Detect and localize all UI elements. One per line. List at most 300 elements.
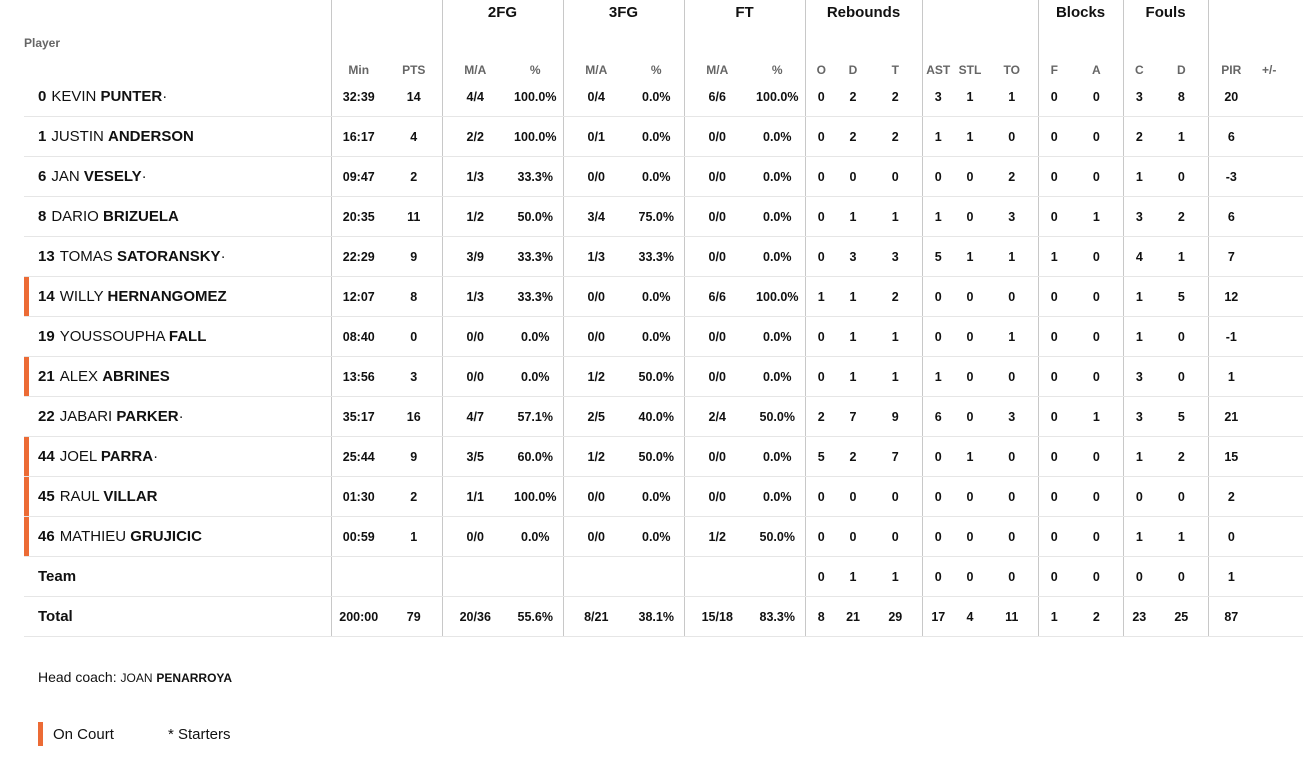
stat-ft-ma: 0/0 xyxy=(684,437,750,477)
stat-fg3-ma: 0/0 xyxy=(563,477,629,517)
player-name-cell[interactable] xyxy=(24,157,331,197)
stat-blk-a: 0 xyxy=(1070,277,1123,317)
stat-pir: 7 xyxy=(1208,237,1254,277)
stat-stl: 0 xyxy=(954,357,986,397)
player-last-name: VILLAR xyxy=(103,488,158,505)
on-court-marker-icon xyxy=(24,517,29,556)
stat-stl: 0 xyxy=(954,157,986,197)
stat-blk-a: 2 xyxy=(1070,597,1123,637)
stat-foul-c: 1 xyxy=(1123,317,1155,357)
column-header-ft-pct[interactable]: % xyxy=(771,63,783,77)
player-row[interactable] xyxy=(24,397,1303,437)
stat-ast: 1 xyxy=(922,357,954,397)
stat-reb-t: 2 xyxy=(869,77,922,117)
stat-fg3-ma: 1/3 xyxy=(563,237,629,277)
stat-to: 0 xyxy=(986,357,1038,397)
group-header-player xyxy=(24,0,331,24)
stat-fg3-ma: 0/1 xyxy=(563,117,629,157)
player-name-cell[interactable] xyxy=(24,517,331,557)
group-header-row xyxy=(24,0,1303,24)
stat-foul-d: 1 xyxy=(1155,237,1208,277)
stat-reb-o: 0 xyxy=(805,197,837,237)
stat-pts xyxy=(386,557,442,597)
column-header-min[interactable]: Min xyxy=(331,24,386,77)
stat-reb-d: 0 xyxy=(837,517,869,557)
stat-stl: 0 xyxy=(954,477,986,517)
player-row[interactable] xyxy=(24,197,1303,237)
stat-reb-d: 21 xyxy=(837,597,869,637)
player-name-cell[interactable] xyxy=(24,437,331,477)
player-first-name: RAUL xyxy=(59,488,100,505)
stat-blk-f: 0 xyxy=(1038,157,1070,197)
player-name-cell[interactable] xyxy=(24,397,331,437)
column-header-foul-d[interactable]: D xyxy=(1176,63,1186,77)
stat-min: 12:07 xyxy=(331,277,386,317)
stat-foul-d: 0 xyxy=(1155,477,1208,517)
player-name-cell[interactable] xyxy=(24,117,331,157)
player-name-cell[interactable] xyxy=(24,197,331,237)
player-first-name: JUSTIN xyxy=(51,128,104,145)
stat-ft-pct: 0.0% xyxy=(750,197,805,237)
player-row[interactable] xyxy=(24,237,1303,277)
total-row xyxy=(24,597,1303,637)
stat-min: 35:17 xyxy=(331,397,386,437)
player-row[interactable] xyxy=(24,77,1303,117)
stat-fg3-ma: 0/0 xyxy=(563,157,629,197)
stat-ast: 0 xyxy=(922,557,954,597)
stat-ast: 5 xyxy=(922,237,954,277)
stat-pts: 0 xyxy=(386,317,442,357)
stat-fg2-pct: 60.0% xyxy=(508,437,563,477)
stat-reb-o: 1 xyxy=(805,277,837,317)
stat-ast: 0 xyxy=(922,317,954,357)
stat-fg2-pct: 100.0% xyxy=(508,477,563,517)
stat-fg2-ma: 4/7 xyxy=(442,397,508,437)
stat-plusminus xyxy=(1254,517,1303,557)
stat-blk-a: 0 xyxy=(1070,557,1123,597)
stat-reb-o: 0 xyxy=(805,477,837,517)
stat-plusminus xyxy=(1254,477,1303,517)
starter-mark: · xyxy=(178,408,184,425)
stat-stl: 0 xyxy=(954,557,986,597)
player-name-cell[interactable] xyxy=(24,477,331,517)
on-court-marker-icon xyxy=(24,277,29,316)
stat-foul-c: 0 xyxy=(1123,557,1155,597)
player-row[interactable] xyxy=(24,277,1303,317)
stat-reb-t: 9 xyxy=(869,397,922,437)
stat-fg2-ma: 3/9 xyxy=(442,237,508,277)
stat-foul-c: 2 xyxy=(1123,117,1155,157)
stat-fg3-ma: 1/2 xyxy=(563,437,629,477)
stat-fg3-pct xyxy=(629,557,684,597)
stat-reb-d: 2 xyxy=(837,77,869,117)
stat-fg2-ma: 1/1 xyxy=(442,477,508,517)
stat-reb-o: 0 xyxy=(805,517,837,557)
stat-ft-ma: 0/0 xyxy=(684,157,750,197)
player-first-name: JABARI xyxy=(59,408,113,425)
stat-fg3-pct: 75.0% xyxy=(629,197,684,237)
stat-blk-f: 1 xyxy=(1038,597,1070,637)
stat-fg3-ma: 0/0 xyxy=(563,277,629,317)
player-last-name: VESELY xyxy=(83,168,142,185)
stat-blk-f: 0 xyxy=(1038,477,1070,517)
column-header-blk-f[interactable]: F xyxy=(1038,24,1070,77)
stat-min: 09:47 xyxy=(331,157,386,197)
player-first-name: JAN xyxy=(51,168,80,185)
stat-fg2-pct: 55.6% xyxy=(508,597,563,637)
group-header-rebounds: Rebounds xyxy=(805,0,922,24)
stat-stl: 1 xyxy=(954,437,986,477)
team-label: Team xyxy=(24,557,331,597)
stat-fg3-pct: 50.0% xyxy=(629,357,684,397)
stat-foul-c: 1 xyxy=(1123,437,1155,477)
column-header-stl[interactable]: STL xyxy=(958,63,982,77)
stat-ft-pct: 83.3% xyxy=(750,597,805,637)
stat-to: 3 xyxy=(986,397,1038,437)
stat-stl: 4 xyxy=(954,597,986,637)
player-last-name: SATORANSKY xyxy=(116,248,221,265)
starter-mark: · xyxy=(141,168,147,185)
stat-fg2-ma: 4/4 xyxy=(442,77,508,117)
stat-blk-a: 0 xyxy=(1070,517,1123,557)
player-last-name: PARRA xyxy=(100,448,154,465)
column-header-reb-d[interactable]: D xyxy=(848,63,858,77)
player-number: 1 xyxy=(38,128,47,145)
stat-fg2-ma: 20/36 xyxy=(442,597,508,637)
stat-reb-o: 0 xyxy=(805,157,837,197)
stat-fg3-pct: 0.0% xyxy=(629,517,684,557)
stat-fg3-pct: 0.0% xyxy=(629,317,684,357)
stat-reb-d: 2 xyxy=(837,437,869,477)
box-score-body xyxy=(24,77,1303,637)
stat-ast: 6 xyxy=(922,397,954,437)
column-header-pts[interactable]: PTS xyxy=(402,63,426,77)
stat-ft-pct: 0.0% xyxy=(750,357,805,397)
player-last-name: PUNTER xyxy=(100,88,163,105)
column-header-reb-o[interactable]: O xyxy=(805,24,837,77)
stat-ast: 3 xyxy=(922,77,954,117)
stat-blk-a: 0 xyxy=(1070,477,1123,517)
player-name-cell[interactable] xyxy=(24,237,331,277)
stat-blk-a: 0 xyxy=(1070,157,1123,197)
head-coach-last-name: PENARROYA xyxy=(156,671,232,685)
stat-plusminus xyxy=(1254,597,1303,637)
stat-to: 0 xyxy=(986,117,1038,157)
stat-pir: 0 xyxy=(1208,517,1254,557)
stat-min: 16:17 xyxy=(331,117,386,157)
player-number: 22 xyxy=(38,408,55,425)
stat-blk-f: 0 xyxy=(1038,357,1070,397)
stat-pir: 87 xyxy=(1208,597,1254,637)
stat-pir: 15 xyxy=(1208,437,1254,477)
stat-ast: 0 xyxy=(922,437,954,477)
group-header-2fg: 2FG xyxy=(442,0,563,24)
stat-reb-d: 0 xyxy=(837,477,869,517)
stat-reb-t: 0 xyxy=(869,157,922,197)
stat-foul-c: 1 xyxy=(1123,277,1155,317)
player-number: 8 xyxy=(38,208,47,225)
on-court-marker-icon xyxy=(38,722,43,746)
stat-to: 1 xyxy=(986,77,1038,117)
stat-foul-c: 4 xyxy=(1123,237,1155,277)
stat-foul-c: 3 xyxy=(1123,197,1155,237)
stat-fg2-ma: 2/2 xyxy=(442,117,508,157)
stat-ft-ma: 6/6 xyxy=(684,77,750,117)
stat-fg3-ma: 8/21 xyxy=(563,597,629,637)
stat-fg2-pct: 33.3% xyxy=(508,157,563,197)
stat-plusminus xyxy=(1254,357,1303,397)
player-first-name: KEVIN xyxy=(51,88,97,105)
player-name-cell[interactable] xyxy=(24,317,331,357)
head-coach xyxy=(38,669,232,685)
stat-ft-pct: 0.0% xyxy=(750,437,805,477)
stat-pts: 4 xyxy=(386,117,442,157)
stat-foul-c: 23 xyxy=(1123,597,1155,637)
column-header-to[interactable]: TO xyxy=(1003,63,1020,77)
column-header-ft-ma[interactable]: M/A xyxy=(684,24,750,77)
player-row[interactable] xyxy=(24,477,1303,517)
stat-stl: 1 xyxy=(954,77,986,117)
stat-ft-ma: 0/0 xyxy=(684,197,750,237)
stat-fg3-pct: 40.0% xyxy=(629,397,684,437)
stat-pir: 21 xyxy=(1208,397,1254,437)
column-header-3fg-pct[interactable]: % xyxy=(650,63,662,77)
stat-fg2-ma: 0/0 xyxy=(442,517,508,557)
player-number: 13 xyxy=(38,248,55,265)
stat-fg2-pct: 33.3% xyxy=(508,237,563,277)
stat-blk-f: 0 xyxy=(1038,117,1070,157)
stat-pts: 79 xyxy=(386,597,442,637)
column-header-2fg-ma[interactable]: M/A xyxy=(442,24,508,77)
starter-mark: · xyxy=(220,248,226,265)
player-name-cell[interactable] xyxy=(24,357,331,397)
stat-foul-d: 0 xyxy=(1155,557,1208,597)
column-header-foul-c[interactable]: C xyxy=(1123,24,1155,77)
stat-fg2-ma xyxy=(442,557,508,597)
stat-fg3-pct: 0.0% xyxy=(629,77,684,117)
player-first-name: WILLY xyxy=(59,288,104,305)
stat-to: 11 xyxy=(986,597,1038,637)
column-header-row xyxy=(24,24,1303,77)
player-name-cell[interactable] xyxy=(24,277,331,317)
stat-pir: -3 xyxy=(1208,157,1254,197)
stat-reb-o: 2 xyxy=(805,397,837,437)
stat-ast: 0 xyxy=(922,517,954,557)
player-last-name: PARKER xyxy=(116,408,179,425)
stat-foul-c: 3 xyxy=(1123,397,1155,437)
player-last-name: ABRINES xyxy=(102,368,170,385)
stat-pts: 11 xyxy=(386,197,442,237)
player-row[interactable] xyxy=(24,117,1303,157)
player-row[interactable] xyxy=(24,317,1303,357)
stat-blk-f: 0 xyxy=(1038,317,1070,357)
stat-reb-d: 1 xyxy=(837,277,869,317)
stat-pts: 16 xyxy=(386,397,442,437)
stat-min: 25:44 xyxy=(331,437,386,477)
group-header-misc xyxy=(922,0,1038,24)
stat-fg2-pct: 50.0% xyxy=(508,197,563,237)
stat-foul-c: 3 xyxy=(1123,77,1155,117)
stat-to: 0 xyxy=(986,557,1038,597)
stat-to: 2 xyxy=(986,157,1038,197)
stat-reb-d: 1 xyxy=(837,357,869,397)
stat-reb-d: 1 xyxy=(837,317,869,357)
stat-foul-d: 0 xyxy=(1155,357,1208,397)
stat-ft-pct: 0.0% xyxy=(750,157,805,197)
stat-plusminus xyxy=(1254,117,1303,157)
stat-fg2-ma: 0/0 xyxy=(442,317,508,357)
team-row xyxy=(24,557,1303,597)
stat-foul-d: 1 xyxy=(1155,117,1208,157)
stat-blk-a: 0 xyxy=(1070,237,1123,277)
stat-reb-t: 0 xyxy=(869,517,922,557)
starter-mark: · xyxy=(153,448,159,465)
stat-pts: 14 xyxy=(386,77,442,117)
stat-reb-d: 0 xyxy=(837,157,869,197)
player-number: 19 xyxy=(38,328,55,345)
stat-min xyxy=(331,557,386,597)
stat-min: 01:30 xyxy=(331,477,386,517)
stat-ft-pct: 0.0% xyxy=(750,117,805,157)
stat-ft-pct xyxy=(750,557,805,597)
stat-blk-f: 0 xyxy=(1038,77,1070,117)
stat-reb-t: 7 xyxy=(869,437,922,477)
player-row[interactable] xyxy=(24,517,1303,557)
player-number: 6 xyxy=(38,168,47,185)
stat-ft-pct: 100.0% xyxy=(750,77,805,117)
on-court-marker-icon xyxy=(24,357,29,396)
stat-fg3-pct: 38.1% xyxy=(629,597,684,637)
stat-stl: 1 xyxy=(954,237,986,277)
stat-blk-a: 0 xyxy=(1070,357,1123,397)
stat-pts: 2 xyxy=(386,477,442,517)
column-header-pir[interactable]: PIR xyxy=(1208,24,1254,77)
stat-ast: 17 xyxy=(922,597,954,637)
legend-starters: * Starters xyxy=(168,726,231,743)
stat-min: 22:29 xyxy=(331,237,386,277)
stat-blk-f: 0 xyxy=(1038,437,1070,477)
stat-min: 32:39 xyxy=(331,77,386,117)
player-row[interactable] xyxy=(24,157,1303,197)
group-header-blocks: Blocks xyxy=(1038,0,1123,24)
player-last-name: ANDERSON xyxy=(108,128,194,145)
stat-pts: 9 xyxy=(386,237,442,277)
box-score-table xyxy=(24,0,1303,637)
legend-on-court-label: On Court xyxy=(53,725,114,743)
stat-ft-pct: 100.0% xyxy=(750,277,805,317)
column-header-2fg-pct[interactable]: % xyxy=(529,63,541,77)
stat-ft-ma: 1/2 xyxy=(684,517,750,557)
stat-fg3-ma: 0/4 xyxy=(563,77,629,117)
column-header-reb-t[interactable]: T xyxy=(891,63,899,77)
stat-pir: 6 xyxy=(1208,197,1254,237)
stat-ft-pct: 50.0% xyxy=(750,517,805,557)
stat-reb-o: 5 xyxy=(805,437,837,477)
stat-to: 3 xyxy=(986,197,1038,237)
stat-fg3-pct: 50.0% xyxy=(629,437,684,477)
stat-foul-d: 5 xyxy=(1155,277,1208,317)
stat-ft-ma xyxy=(684,557,750,597)
group-header-3fg: 3FG xyxy=(563,0,684,24)
stat-min: 13:56 xyxy=(331,357,386,397)
starter-mark: · xyxy=(162,88,168,105)
stat-fg3-pct: 0.0% xyxy=(629,157,684,197)
stat-pir: 1 xyxy=(1208,557,1254,597)
stat-reb-d: 7 xyxy=(837,397,869,437)
stat-to: 1 xyxy=(986,237,1038,277)
stat-ft-ma: 0/0 xyxy=(684,237,750,277)
group-header-minutes xyxy=(331,0,442,24)
stat-foul-c: 0 xyxy=(1123,477,1155,517)
stat-pir: 2 xyxy=(1208,477,1254,517)
stat-plusminus xyxy=(1254,277,1303,317)
column-header-ast[interactable]: AST xyxy=(922,24,954,77)
stat-blk-a: 0 xyxy=(1070,117,1123,157)
column-header-plusminus[interactable]: +/- xyxy=(1262,63,1277,77)
stat-reb-d: 1 xyxy=(837,557,869,597)
group-header-ft: FT xyxy=(684,0,805,24)
stat-foul-d: 8 xyxy=(1155,77,1208,117)
stat-reb-t: 1 xyxy=(869,317,922,357)
stat-ast: 0 xyxy=(922,477,954,517)
column-header-blk-a[interactable]: A xyxy=(1091,63,1101,77)
player-number: 46 xyxy=(38,528,55,545)
stat-fg2-pct: 100.0% xyxy=(508,77,563,117)
player-number: 0 xyxy=(38,88,47,105)
stat-fg2-ma: 3/5 xyxy=(442,437,508,477)
stat-ft-ma: 15/18 xyxy=(684,597,750,637)
stat-blk-f: 0 xyxy=(1038,397,1070,437)
stat-ft-ma: 2/4 xyxy=(684,397,750,437)
column-header-3fg-ma[interactable]: M/A xyxy=(563,24,629,77)
player-last-name: GRUJICIC xyxy=(130,528,202,545)
stat-foul-d: 1 xyxy=(1155,517,1208,557)
column-header-player[interactable]: Player xyxy=(24,36,61,50)
stat-fg3-ma: 3/4 xyxy=(563,197,629,237)
stat-ast: 0 xyxy=(922,277,954,317)
stat-to: 0 xyxy=(986,437,1038,477)
stat-pir: 20 xyxy=(1208,77,1254,117)
stat-blk-a: 0 xyxy=(1070,77,1123,117)
stat-fg2-ma: 1/3 xyxy=(442,157,508,197)
stat-stl: 1 xyxy=(954,117,986,157)
stat-reb-t: 3 xyxy=(869,237,922,277)
stat-plusminus xyxy=(1254,237,1303,277)
stat-pts: 1 xyxy=(386,517,442,557)
stat-fg2-pct xyxy=(508,557,563,597)
player-last-name: FALL xyxy=(168,328,207,345)
stat-fg3-ma: 0/0 xyxy=(563,317,629,357)
stat-fg2-ma: 1/3 xyxy=(442,277,508,317)
stat-fg3-ma: 0/0 xyxy=(563,517,629,557)
stat-ast: 1 xyxy=(922,197,954,237)
stat-to: 1 xyxy=(986,317,1038,357)
stat-foul-c: 1 xyxy=(1123,517,1155,557)
stat-reb-t: 0 xyxy=(869,477,922,517)
player-name-cell[interactable] xyxy=(24,77,331,117)
stat-foul-c: 1 xyxy=(1123,157,1155,197)
player-last-name: BRIZUELA xyxy=(103,208,179,225)
player-row[interactable] xyxy=(24,437,1303,477)
stat-pir: 12 xyxy=(1208,277,1254,317)
stat-reb-t: 1 xyxy=(869,197,922,237)
stat-foul-d: 0 xyxy=(1155,157,1208,197)
stat-pts: 3 xyxy=(386,357,442,397)
stat-plusminus xyxy=(1254,317,1303,357)
stat-min: 00:59 xyxy=(331,517,386,557)
player-row[interactable] xyxy=(24,357,1303,397)
stat-min: 200:00 xyxy=(331,597,386,637)
